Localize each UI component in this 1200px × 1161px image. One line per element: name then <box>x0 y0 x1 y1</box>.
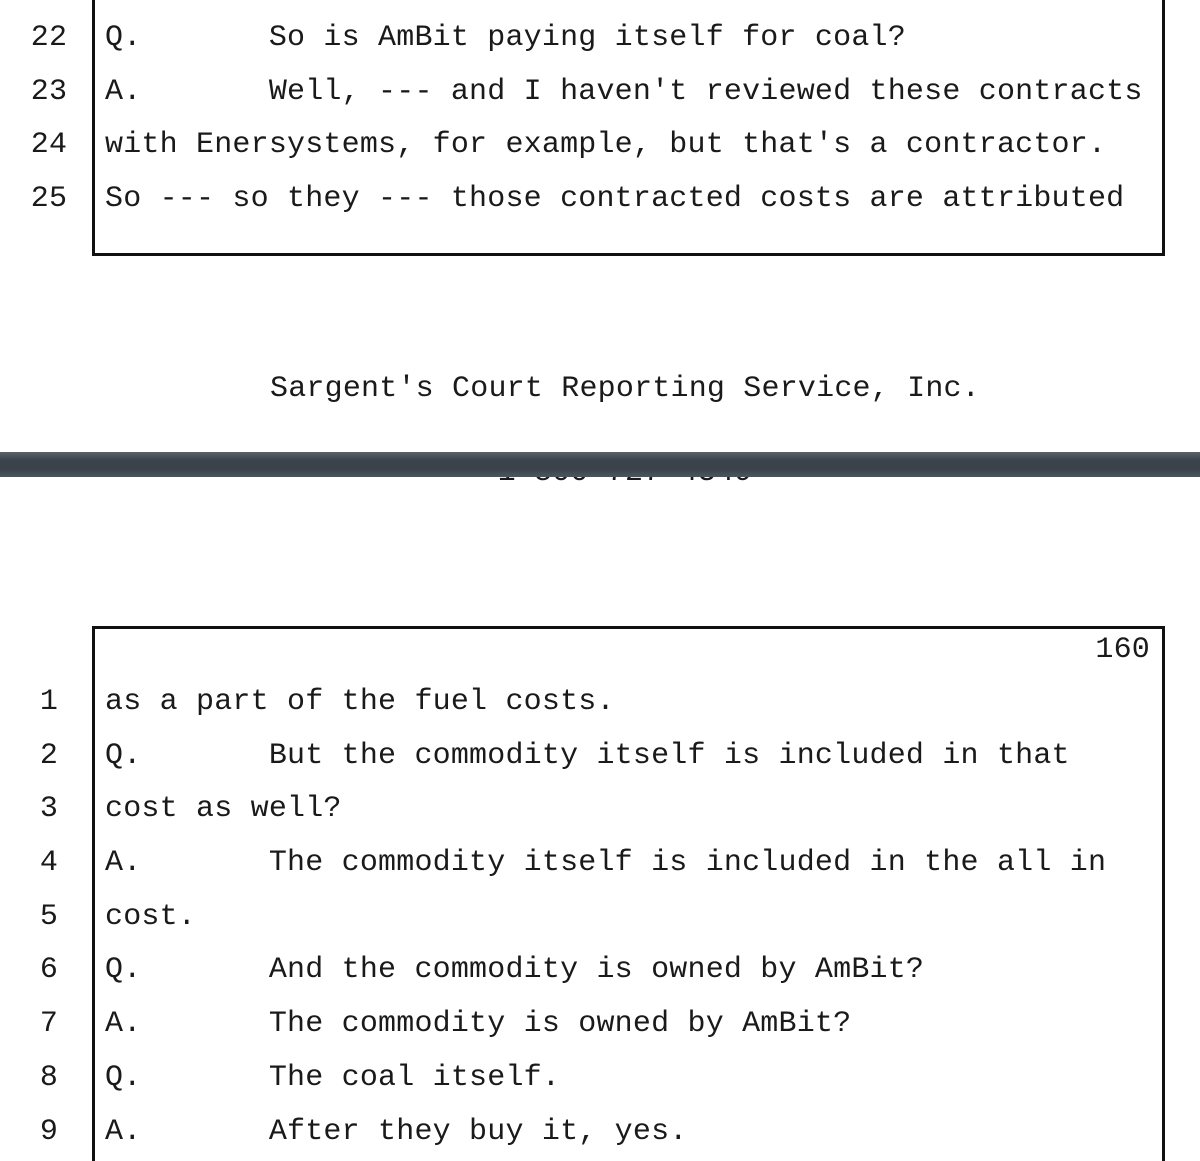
line-number: 2 <box>39 738 59 773</box>
line-number: 6 <box>39 953 59 988</box>
transcript-lines-page2 <box>0 684 1200 1161</box>
line-text: Q. So is AmBit paying itself for coal? <box>105 21 906 55</box>
line-text: Q. The coal itself. <box>105 1060 561 1095</box>
line-number: 4 <box>39 846 59 881</box>
line-number: 22 <box>30 21 68 55</box>
line-text: as a part of the fuel costs. <box>105 685 615 719</box>
line-text: cost. <box>105 899 197 934</box>
transcript-lines-page1 <box>0 20 1200 234</box>
transcript-line <box>0 181 1200 235</box>
line-number: 1 <box>39 685 59 719</box>
line-text: A. After they buy it, yes. <box>105 1114 688 1149</box>
line-text: A. The commodity is owned by AmBit? <box>105 1007 852 1042</box>
transcript-line <box>0 1060 1200 1114</box>
line-text: with Enersystems, for example, but that's a contractor. <box>105 128 1107 162</box>
line-number: 7 <box>39 1007 59 1042</box>
line-number: 8 <box>39 1060 59 1095</box>
page-separator-bar <box>0 452 1200 477</box>
line-number: 24 <box>30 128 68 162</box>
line-text: cost as well? <box>105 792 342 827</box>
reporter-footer <box>50 319 1200 543</box>
transcript-line <box>0 845 1200 899</box>
transcript-line <box>0 127 1200 181</box>
page-number: 160 <box>1095 633 1150 667</box>
line-number: 3 <box>39 792 59 827</box>
line-text: A. The commodity itself is included in the all in <box>105 846 1107 881</box>
line-text: Q. But the commodity itself is included in that <box>105 738 1070 773</box>
transcript-line <box>0 952 1200 1006</box>
line-text: A. Well, --- and I haven't reviewed these contracts <box>105 74 1143 109</box>
line-number: 25 <box>30 181 68 216</box>
line-number: 5 <box>39 899 59 934</box>
transcript-line <box>0 1114 1200 1161</box>
reporter-name: Sargent's Court Reporting Service, Inc. <box>270 372 980 406</box>
transcript-line <box>0 899 1200 953</box>
transcript-line <box>0 791 1200 845</box>
transcript-line <box>0 74 1200 128</box>
transcript-line <box>0 738 1200 792</box>
line-text: Q. And the commodity is owned by AmBit? <box>105 953 925 988</box>
line-number: 9 <box>39 1114 59 1149</box>
transcript-line <box>0 20 1200 74</box>
line-number: 23 <box>30 74 68 109</box>
transcript-line <box>0 684 1200 738</box>
transcript-line <box>0 1006 1200 1060</box>
line-text: So --- so they --- those contracted costs are attributed <box>105 181 1125 216</box>
